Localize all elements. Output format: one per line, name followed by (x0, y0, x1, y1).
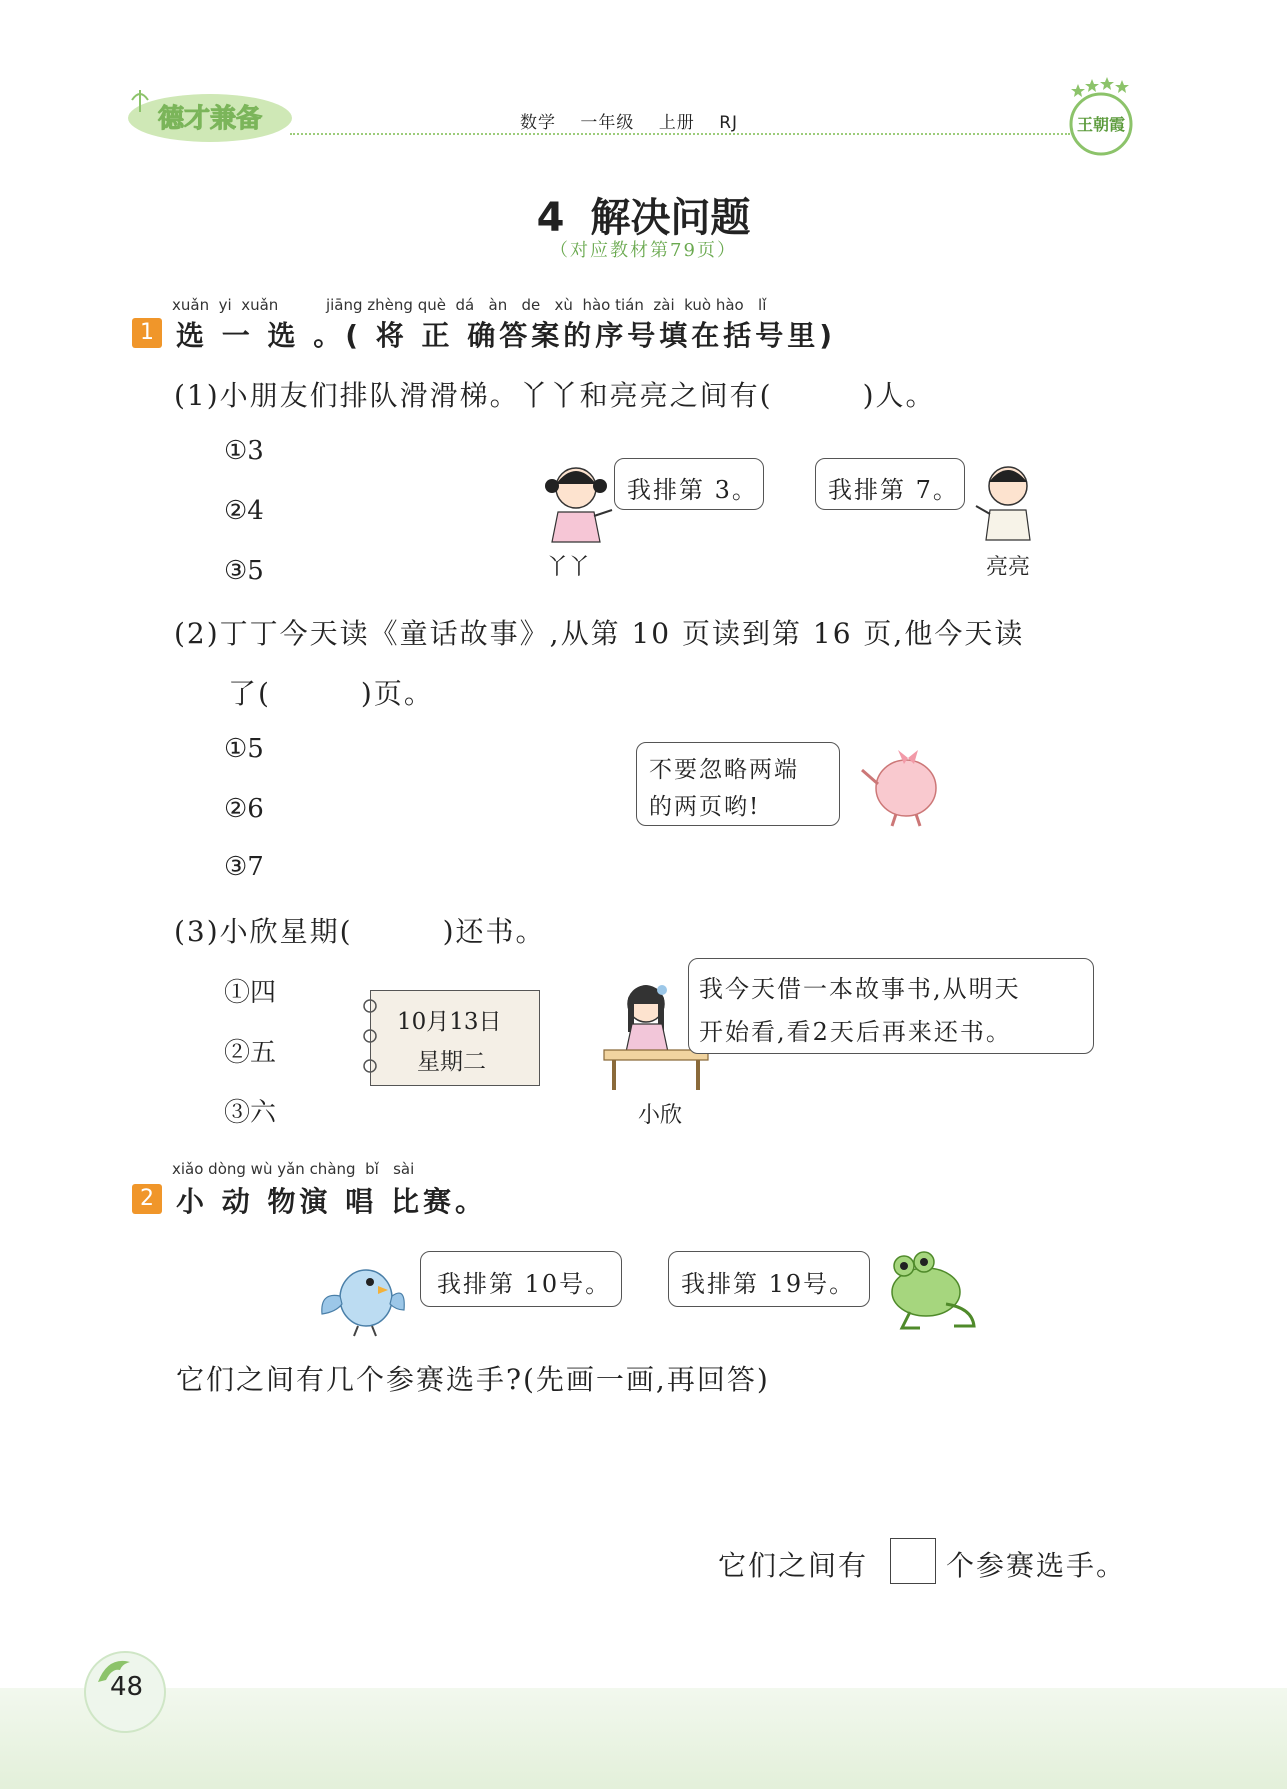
q1-part3-option-2[interactable]: ②五 (224, 1038, 277, 1068)
girl-yaya-illustration (534, 458, 618, 548)
liangliang-speech-bubble: 我排第 7。 (815, 458, 965, 510)
pink-mascot-illustration (856, 744, 948, 828)
q1-part1-option-3[interactable]: ③5 (224, 556, 264, 586)
hint-speech-bubble: 不要忽略两端 的两页哟! (636, 742, 840, 826)
q1-part2-stem-line2: 了( )页。 (228, 677, 434, 710)
q2-heading: 小 动 物演 唱 比赛。 (176, 1185, 487, 1218)
q2-answer-prefix: 它们之间有 (718, 1549, 869, 1582)
q1-part2-stem-line1: (2)丁丁今天读《童话故事》,从第 10 页读到第 16 页,他今天读 (174, 617, 1025, 650)
q1-part2-option-2[interactable]: ②6 (224, 794, 264, 824)
calendar-note: 10月13日 星期二 (370, 990, 540, 1086)
q1-number: 1 (132, 318, 162, 348)
q1-heading: 选 一 选 。( 将 正 确答案的序号填在括号里) (176, 319, 837, 352)
header-divider (290, 133, 1070, 135)
yaya-name: 丫丫 (546, 555, 591, 580)
q1-part3-option-1[interactable]: ①四 (224, 978, 277, 1008)
q2-number: 2 (132, 1184, 162, 1214)
frog-speech-bubble: 我排第 19号。 (668, 1251, 870, 1307)
q1-part1-stem: (1)小朋友们排队滑滑梯。丫丫和亮亮之间有( )人。 (174, 379, 936, 412)
seal-logo (1060, 76, 1142, 160)
page-number: 48 (110, 1672, 144, 1702)
liangliang-name: 亮亮 (986, 555, 1031, 580)
bird-speech-bubble: 我排第 10号。 (420, 1251, 622, 1307)
spiral-binding-icon (360, 996, 380, 1080)
textbook-reference: （对应教材第79页） (550, 240, 737, 261)
edition: RJ (719, 113, 739, 133)
q1-part1-option-2[interactable]: ②4 (224, 496, 264, 526)
bird-illustration (318, 1252, 406, 1338)
svg-text:德才兼备: 德才兼备 (157, 104, 263, 134)
q2-answer-box[interactable] (890, 1538, 936, 1584)
q1-part2-option-1[interactable]: ①5 (224, 734, 264, 764)
xiaoxin-speech-bubble: 我今天借一本故事书,从明天 开始看,看2天后再来还书。 (688, 958, 1094, 1054)
brand-logo (118, 86, 294, 146)
q1-part3-option-3[interactable]: ③六 (224, 1098, 277, 1128)
volume: 上册 (658, 113, 695, 133)
grade: 一年级 (580, 113, 635, 133)
boy-liangliang-illustration (972, 458, 1042, 548)
frog-illustration (880, 1248, 980, 1332)
q2-question: 它们之间有几个参赛选手?(先画一画,再回答) (176, 1363, 770, 1396)
q1-pinyin: xuǎn yi xuǎn jiāng zhèng què dá àn de xù hào tián zài kuò hào lǐ (172, 296, 767, 314)
q1-part1-option-1[interactable]: ①3 (224, 436, 264, 466)
book-info (520, 108, 756, 133)
q1-part3-stem: (3)小欣星期( )还书。 (174, 915, 546, 948)
xiaoxin-name: 小欣 (638, 1103, 683, 1128)
subject: 数学 (520, 113, 556, 133)
q1-part2-option-3[interactable]: ③7 (224, 852, 264, 882)
q2-pinyin: xiǎo dòng wù yǎn chàng bǐ sài (172, 1160, 415, 1178)
footer-decoration (0, 1688, 1287, 1789)
page-title: 4 解决问题 (536, 195, 751, 241)
svg-text:王朝霞: 王朝霞 (1076, 115, 1126, 134)
q2-answer-suffix: 个参赛选手。 (946, 1549, 1127, 1582)
yaya-speech-bubble: 我排第 3。 (614, 458, 764, 510)
